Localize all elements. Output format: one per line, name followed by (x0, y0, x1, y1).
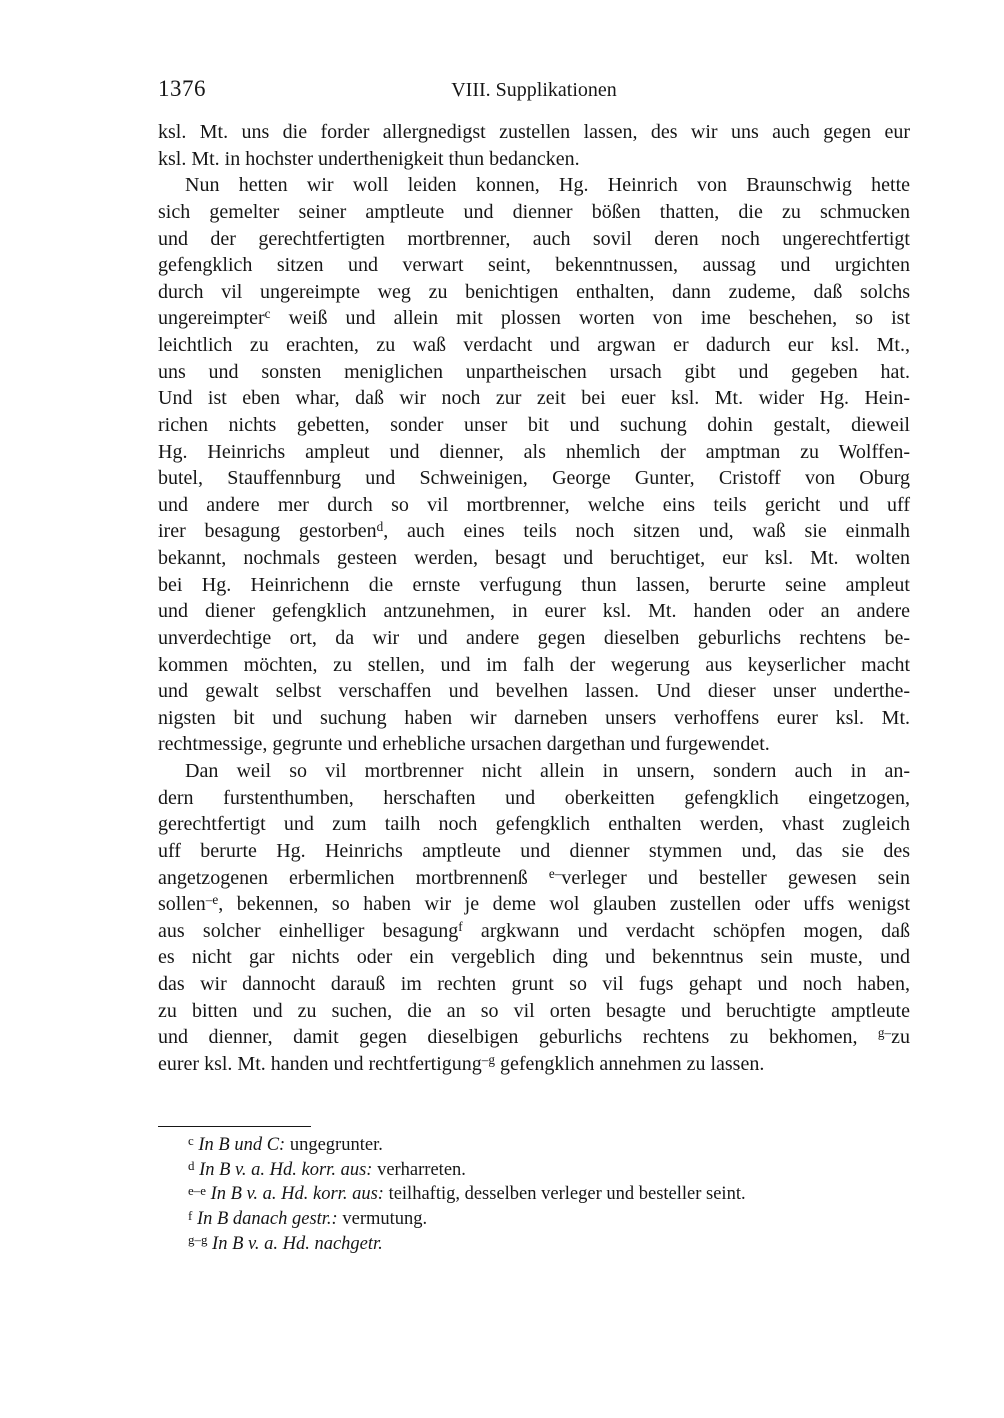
footnote-separator (158, 1126, 311, 1127)
text-segment: und der gerechtfertigten mortbrenner, auch sovil deren noch ungerechtfertigt (158, 227, 910, 250)
apparatus-marker: c (188, 1133, 194, 1149)
text-segment: verharreten. (372, 1159, 466, 1180)
apparatus-marker: e– (548, 865, 562, 881)
text-segment: bei Hg. Heinrichenn die ernste verfugung thun lassen, berurte seine ampleut (158, 573, 910, 596)
text-line (158, 172, 910, 199)
text-segment: das wir dannocht darauß im rechten grunt so vil fugs gehapt und noch haben, (158, 973, 910, 995)
text-segment: sich gemelter seiner amptleute und dienner bößen thatten, die zu schmucken (158, 200, 910, 223)
text-line (158, 305, 910, 332)
apparatus-marker: –g (481, 1051, 495, 1067)
text-line (158, 785, 910, 812)
text-line (158, 998, 910, 1025)
text-line (158, 572, 910, 599)
text-line (158, 625, 910, 652)
text-segment: angetzogenen erbermlichen mortbrennenß (158, 866, 549, 889)
text-segment: verleger und besteller gewesen sein (561, 866, 910, 889)
text-segment: ungegrunter. (285, 1135, 383, 1155)
page-header (158, 76, 910, 106)
text-line (158, 412, 910, 439)
text-line (158, 705, 910, 732)
text-segment: nigsten bit und suchung haben wir darneben unsers verhoffens eurer ksl. Mt. (158, 706, 910, 729)
text-segment: zu (891, 1026, 910, 1049)
text-segment: teilhaftig, desselben verleger und besteller seint. (383, 1184, 746, 1205)
text-line (158, 518, 910, 545)
text-segment: aus solcher einhelliger besagung (158, 919, 459, 942)
text-segment: sollen (158, 893, 206, 916)
text-line (158, 838, 910, 865)
text-line (158, 119, 910, 146)
text-line (158, 545, 910, 572)
text-segment: und gewalt selbst verschaffen und bevelhen lassen. Und dieser unser underthe- (158, 680, 910, 703)
text-segment: gefengklich annehmen zu lassen. (494, 1052, 765, 1075)
apparatus-marker: d (188, 1158, 195, 1174)
body-text (158, 119, 910, 1078)
text-line (158, 385, 910, 412)
text-segment: dern furstenthumben, herschaften und oberkeitten gefengklich eingetzogen, (158, 786, 910, 809)
text-segment: und dienner, damit gegen dieselbigen geburlichs rechtens zu bekhomen, (158, 1026, 878, 1049)
text-line (158, 279, 910, 306)
text-segment: In B v. a. Hd. korr. aus: (199, 1159, 373, 1180)
text-line (158, 811, 910, 838)
text-segment: uns und sonsten meniglichen unpartheischen ursach gibt und gegeben hat. (158, 360, 910, 383)
footnote (158, 1158, 910, 1183)
text-segment: ksl. Mt. uns die forder allergnedigst zustellen lassen, des wir uns auch gegen eur (158, 121, 910, 143)
text-line (158, 359, 910, 386)
text-line (158, 332, 910, 359)
text-segment: Dan weil so vil mortbrenner nicht allein in unsern, sondern auch in an- (185, 760, 910, 782)
footnote (158, 1207, 910, 1232)
text-segment: butel, Stauffennburg und Schweinigen, George Gunter, Cristoff von Oburg (158, 467, 910, 490)
page-number: 1376 (158, 76, 206, 101)
text-segment: ksl. Mt. in hochster underthenigkeit thun bedancken. (158, 147, 580, 170)
paragraph (158, 758, 910, 1078)
footnote (158, 1232, 910, 1257)
text-segment: kommen möchten, zu stellen, und im falh der wegerung aus keyserlicher macht (158, 653, 910, 676)
text-line (158, 891, 910, 918)
text-line (158, 731, 910, 758)
text-segment: rechtmessige, gegrunte und erhebliche ursachen dargethan und furgewendet. (158, 733, 770, 756)
text-segment: gerechtfertigt und zum tailh noch gefengklich enthalten werden, vhast zugleich (158, 813, 910, 836)
text-line (158, 678, 910, 705)
text-segment: In B danach gestr.: (196, 1209, 338, 1230)
paragraph (158, 172, 910, 758)
text-line (158, 865, 910, 892)
text-line (158, 971, 910, 998)
text-line (158, 439, 910, 466)
text-line (158, 199, 910, 226)
text-line (158, 918, 910, 945)
text-segment: irer besagung gestorben (158, 520, 377, 543)
text-segment: eurer ksl. Mt. handen und rechtfertigung (158, 1052, 482, 1075)
text-line (158, 146, 910, 173)
apparatus-marker: f (458, 918, 463, 934)
footnotes (158, 1133, 910, 1257)
text-segment: vermutung. (337, 1209, 428, 1230)
text-segment: In B v. a. Hd. nachgetr. (212, 1233, 383, 1254)
text-segment: durch vil ungereimpte weg zu benichtigen enthalten, dann zudeme, daß solchs (158, 280, 910, 303)
apparatus-marker: d (376, 519, 384, 535)
text-segment: weiß und allein mit plossen worten von ime beschehen, so ist (270, 307, 910, 330)
text-segment: uff berurte Hg. Heinrichs amptleute und dienner stymmen und, das sie des (158, 839, 910, 862)
text-line (158, 652, 910, 679)
paragraph (158, 119, 910, 172)
text-line (158, 598, 910, 625)
text-line (158, 1024, 910, 1051)
text-line (158, 226, 910, 253)
text-segment: In B und C: (198, 1135, 286, 1155)
text-line (158, 492, 910, 519)
footnote (158, 1182, 910, 1207)
text-segment: Und ist eben whar, daß wir noch zur zeit bei euer ksl. Mt. wider Hg. Hein- (158, 387, 910, 410)
apparatus-marker: f (188, 1207, 193, 1223)
text-segment: , auch eines teils noch sitzen und, waß sie einmalh (383, 520, 910, 543)
apparatus-marker: e–e (188, 1182, 206, 1198)
text-line (158, 944, 910, 971)
text-segment: Nun hetten wir woll leiden konnen, Hg. Heinrich von Braunschwig hette (185, 174, 910, 197)
apparatus-marker: –e (205, 892, 219, 908)
apparatus-marker: g– (877, 1025, 892, 1041)
text-line (158, 465, 910, 492)
text-line (158, 758, 910, 785)
footnote (158, 1133, 910, 1158)
apparatus-marker: g–g (188, 1232, 208, 1248)
text-segment: ungereimpter (158, 307, 265, 330)
text-line (158, 1051, 910, 1078)
text-segment: und diener gefengklich antzunehmen, in eurer ksl. Mt. handen oder an andere (158, 600, 910, 623)
text-segment: und andere mer durch so vil mortbrenner, welche eins teils gericht und uff (158, 493, 910, 516)
text-segment: , bekennen, so haben wir je deme wol glauben zustellen oder uffs wenigst (218, 893, 910, 916)
text-segment: argkwann und verdacht schöpfen mogen, daß (462, 919, 911, 942)
text-segment: Hg. Heinrichs ampleut und dienner, als nhemlich der amptman zu Wolffen- (158, 440, 910, 463)
text-segment: unverdechtige ort, da wir und andere gegen dieselben geburlichs rechtens be- (158, 626, 910, 649)
text-segment: bekannt, nochmals gesteen werden, besagt und beruchtiget, eur ksl. Mt. wolten (158, 547, 910, 569)
text-line (158, 252, 910, 279)
text-segment: gefengklich sitzen und verwart seint, bekenntnussen, aussag und urgichten (158, 254, 910, 277)
text-segment: In B v. a. Hd. korr. aus: (210, 1184, 384, 1205)
text-segment: es nicht gar nichts oder ein vergeblich ding und bekenntnus sein muste, und (158, 946, 910, 969)
text-segment: zu bitten und zu suchen, die an so vil orten besagte und beruchtigte amptleute (158, 999, 910, 1022)
running-header: VIII. Supplikationen (451, 79, 617, 101)
text-segment: richen nichts gebetten, sonder unser bit und suchung dohin gestalt, dieweil (158, 413, 910, 436)
text-segment: leichtlich zu erachten, zu waß verdacht und argwan er dadurch eur ksl. Mt., (158, 334, 910, 356)
apparatus-marker: c (264, 306, 271, 322)
